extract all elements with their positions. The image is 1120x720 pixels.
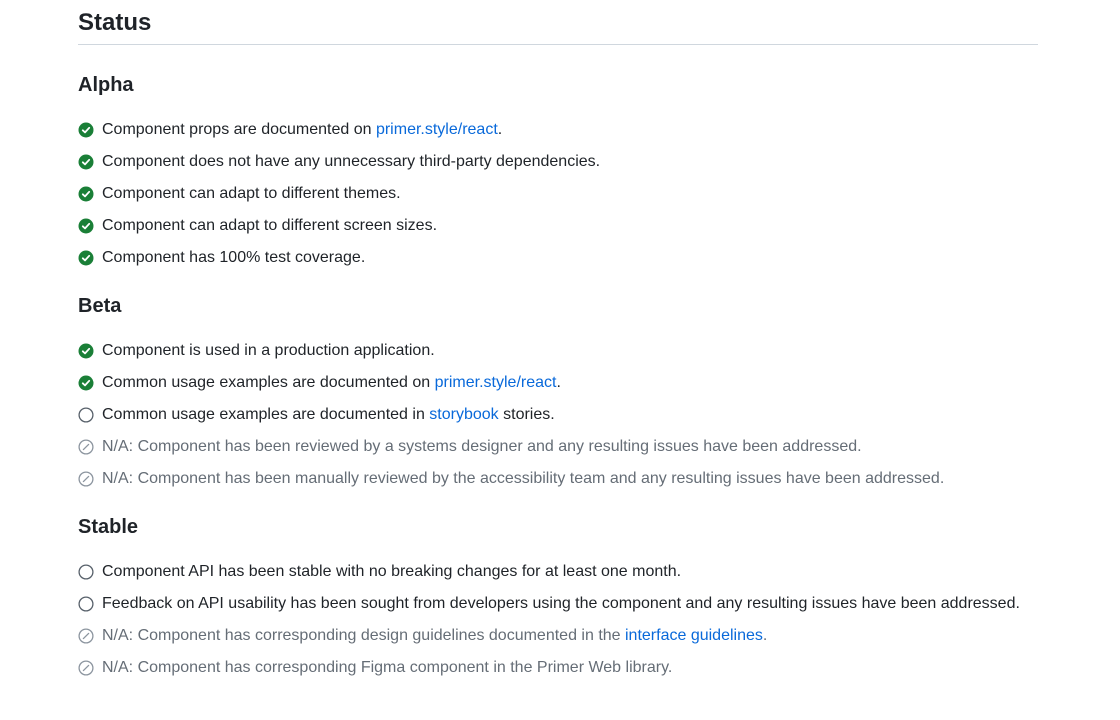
checklist-item — [78, 431, 1038, 463]
item-text: Component props are documented on primer.style/react. — [102, 121, 503, 138]
section-title-stable: Stable — [78, 516, 139, 538]
check-circle-fill-icon — [78, 343, 94, 359]
checklist-item — [78, 114, 1038, 146]
checklist-item — [78, 463, 1038, 495]
checklist-item — [78, 399, 1038, 431]
check-circle-fill-icon — [78, 186, 94, 202]
skip-icon — [78, 660, 94, 676]
item-text: N/A: Component has been reviewed by a systems designer and any resulting issues have been addressed. — [102, 438, 862, 455]
item-text: Component can adapt to different themes. — [102, 185, 401, 202]
checklist-item — [78, 620, 1038, 652]
skip-icon — [78, 628, 94, 644]
storybook-link[interactable]: storybook — [429, 406, 499, 423]
primer-style-react-link[interactable]: primer.style/react — [375, 121, 498, 138]
checklist-item — [78, 335, 1038, 367]
check-circle-fill-icon — [78, 375, 94, 391]
item-text: Component does not have any unnecessary third-party dependencies. — [102, 153, 601, 170]
item-text: N/A: Component has corresponding design guidelines documented in the interface guidelines. — [102, 627, 768, 644]
section-title-beta: Beta — [78, 295, 122, 317]
section-alpha — [78, 72, 1038, 274]
checklist-beta — [78, 335, 1038, 495]
item-text: Component has 100% test coverage. — [102, 249, 366, 266]
circle-icon — [78, 407, 94, 423]
item-text: N/A: Component has been manually reviewed by the accessibility team and any resulting issues have been addressed. — [102, 470, 945, 487]
circle-icon — [78, 564, 94, 580]
check-circle-fill-icon — [78, 218, 94, 234]
checklist-alpha — [78, 114, 1038, 274]
checklist-item — [78, 210, 1038, 242]
page-title: Status — [78, 0, 1038, 45]
skip-icon — [78, 439, 94, 455]
circle-icon — [78, 596, 94, 612]
item-text: Component can adapt to different screen sizes. — [102, 217, 438, 234]
checklist-stable — [78, 556, 1038, 684]
checklist-item — [78, 367, 1038, 399]
section-stable — [78, 514, 1038, 684]
checklist-item — [78, 652, 1038, 684]
check-circle-fill-icon — [78, 250, 94, 266]
checklist-item — [78, 242, 1038, 274]
status-page — [78, 0, 1038, 684]
item-text: Common usage examples are documented on primer.style/react. — [102, 374, 561, 391]
item-text: N/A: Component has corresponding Figma component in the Primer Web library. — [102, 659, 673, 676]
section-beta — [78, 293, 1038, 495]
check-circle-fill-icon — [78, 154, 94, 170]
item-text: Feedback on API usability has been sought from developers using the component and any resulting issues have been addressed. — [102, 595, 1020, 612]
primer-style-react-link[interactable]: primer.style/react — [434, 374, 557, 391]
section-title-alpha: Alpha — [78, 74, 134, 96]
item-text: Common usage examples are documented in storybook stories. — [102, 406, 555, 423]
checklist-item — [78, 178, 1038, 210]
check-circle-fill-icon — [78, 122, 94, 138]
item-text: Component API has been stable with no breaking changes for at least one month. — [102, 563, 682, 580]
interface-guidelines-link[interactable]: interface guidelines — [625, 627, 763, 644]
item-text: Component is used in a production application. — [102, 342, 435, 359]
checklist-item — [78, 146, 1038, 178]
checklist-item — [78, 556, 1038, 588]
skip-icon — [78, 471, 94, 487]
checklist-item — [78, 588, 1038, 620]
